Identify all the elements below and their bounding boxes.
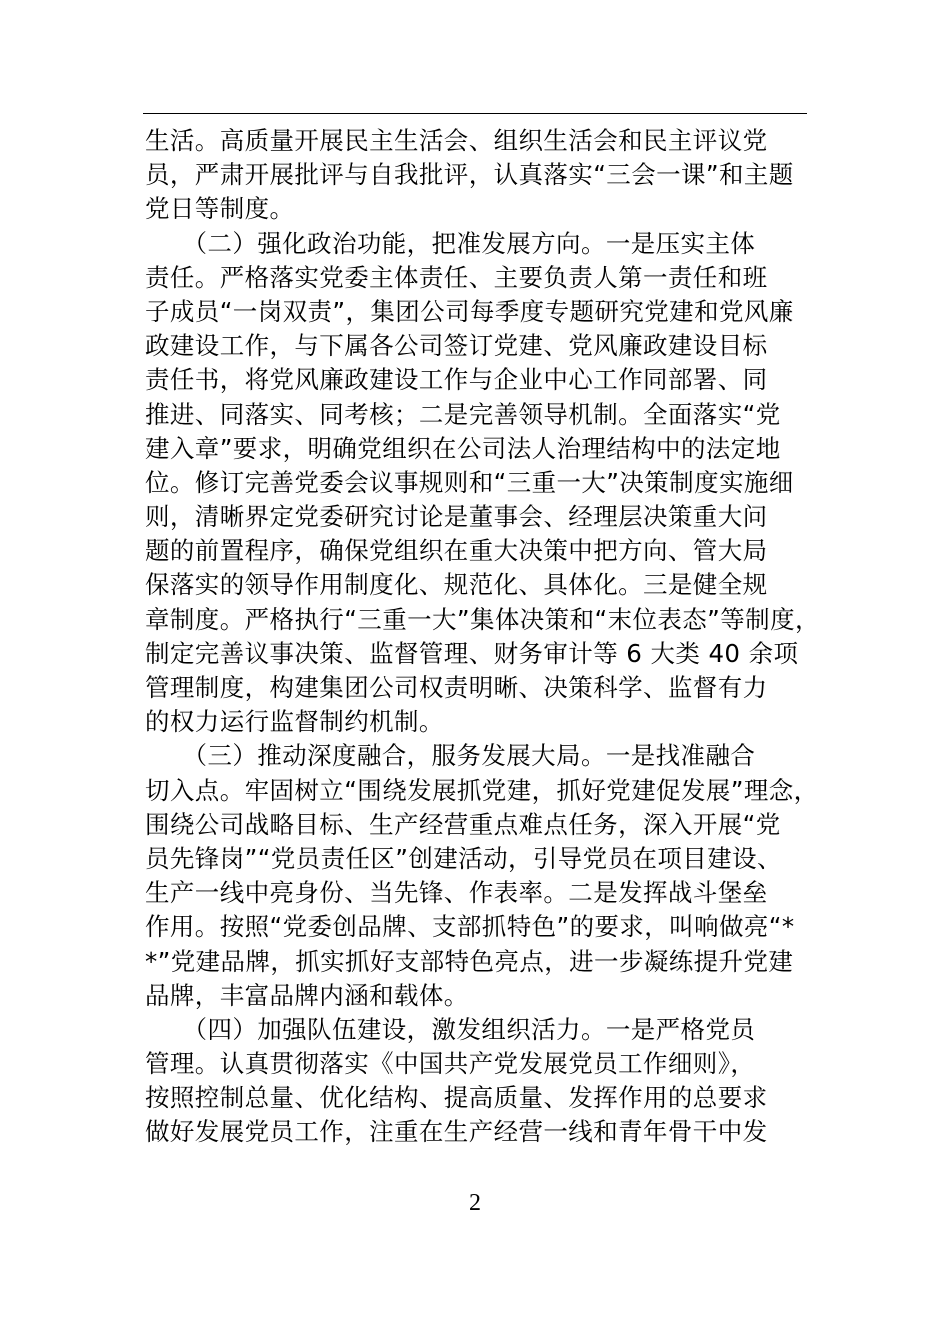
text-line: 则，清晰界定党委研究讨论是董事会、经理层决策重大问 [145, 502, 768, 532]
text-line: 的权力运行监督制约机制。 [145, 707, 444, 737]
page-number: 2 [469, 1190, 481, 1216]
text-line: （二）强化政治功能，把准发展方向。一是压实主体 [145, 228, 756, 258]
text-line: 员先锋岗”“党员责任区”创建活动，引导党员在项目建设、 [145, 843, 782, 873]
text-line: 子成员“一岗双责”，集团公司每季度专题研究党建和党风廉 [145, 296, 794, 326]
text-line: 题的前置程序，确保党组织在重大决策中把方向、管大局 [145, 536, 768, 566]
text-line: 政建设工作，与下属各公司签订党建、党风廉政建设目标 [145, 331, 768, 361]
text-line: 切入点。牢固树立“围绕发展抓党建，抓好党建促发展”理念， [145, 775, 819, 805]
text-line: 党日等制度。 [145, 194, 295, 224]
text-line: 生产一线中亮身份、当先锋、作表率。二是发挥战斗堡垒 [145, 878, 768, 908]
text-line: 员，严肃开展批评与自我批评，认真落实“三会一课”和主题 [145, 160, 794, 190]
text-line: 品牌，丰富品牌内涵和载体。 [145, 980, 469, 1010]
text-line: 建入章”要求，明确党组织在公司法人治理结构中的法定地 [145, 433, 781, 463]
text-line: 作用。按照“党委创品牌、支部抓特色”的要求，叫响做亮“* [145, 912, 795, 942]
text-line: 责任书，将党风廉政建设工作与企业中心工作同部署、同 [145, 365, 768, 395]
text-line: 章制度。严格执行“三重一大”集体决策和“末位表态”等制度， [145, 604, 820, 634]
body-text [145, 124, 825, 1150]
text-line: 按照控制总量、优化结构、提高质量、发挥作用的总要求 [145, 1083, 768, 1113]
text-line: 围绕公司战略目标、生产经营重点难点任务，深入开展“党 [145, 809, 781, 839]
text-line: 推进、同落实、同考核；二是完善领导机制。全面落实“党 [145, 399, 781, 429]
text-line: 制定完善议事决策、监督管理、财务审计等 6 大类 40 余项 [145, 638, 799, 668]
text-line: （三）推动深度融合，服务发展大局。一是找准融合 [145, 741, 756, 771]
text-line: （四）加强队伍建设，激发组织活力。一是严格党员 [145, 1014, 756, 1044]
text-line: 责任。严格落实党委主体责任、主要负责人第一责任和班 [145, 262, 768, 292]
text-line: 管理。认真贯彻落实《中国共产党发展党员工作细则》， [145, 1049, 756, 1079]
header-rule [143, 113, 807, 114]
text-line: 生活。高质量开展民主生活会、组织生活会和民主评议党 [145, 126, 768, 155]
text-line: 保落实的领导作用制度化、规范化、具体化。三是健全规 [145, 570, 768, 600]
text-line: 管理制度，构建集团公司权责明晰、决策科学、监督有力 [145, 673, 768, 702]
text-line: 做好发展党员工作，注重在生产经营一线和青年骨干中发 [145, 1117, 768, 1147]
text-line: 位。修订完善党委会议事规则和“三重一大”决策制度实施细 [145, 467, 794, 497]
text-line: *”党建品牌，抓实抓好支部特色亮点，进一步凝练提升党建 [145, 946, 794, 976]
